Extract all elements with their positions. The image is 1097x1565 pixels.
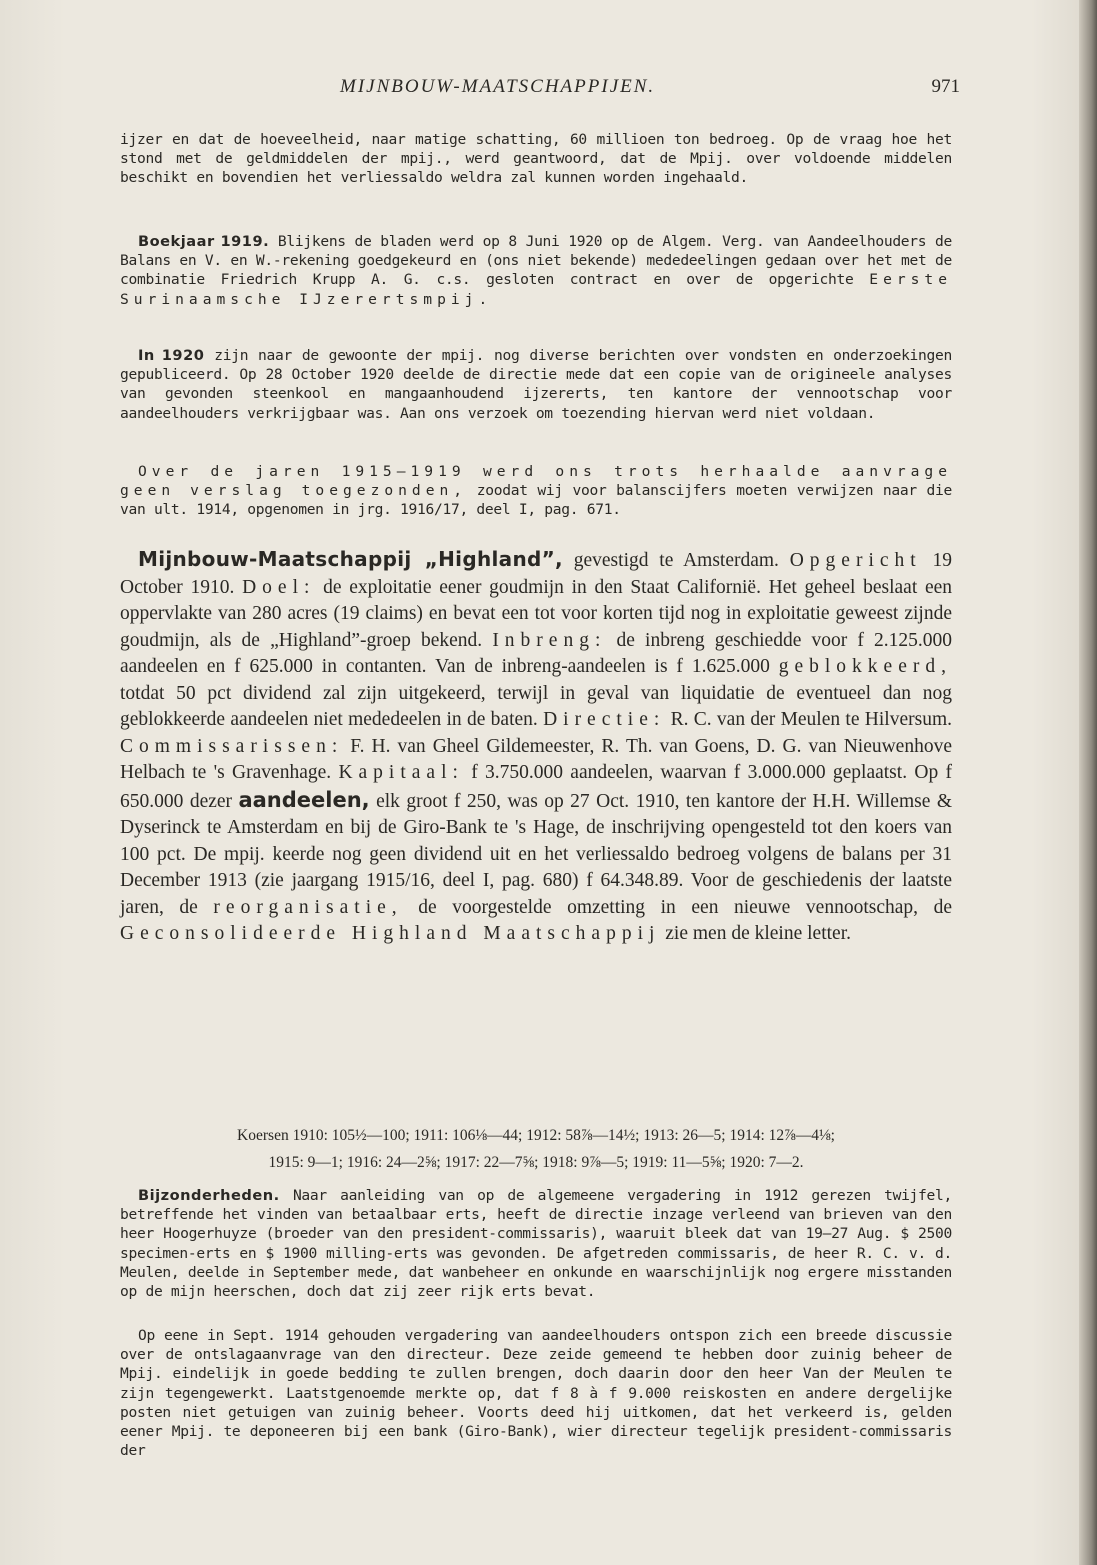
paragraph-1920: [120, 346, 952, 423]
keyword-doel: Doel:: [242, 576, 316, 598]
paragraph-text: zijn naar de gewoonte der mpij. nog diverse berichten over vondsten en onderzoekingen gepubliceerd. Op 28 October 1920 deelde de directie mede dat een copie van de origineele analyses van gevonden steenkool en mangaanhoudend ijzererts, ten kantore der vennootschap voor aandeelhouders verkrijgbaar was. Aan ons verzoek om toezending hiervan werd niet voldaan.: [120, 347, 952, 422]
entry-text: F. H. van Gheel Gildemeester, R. Th. van Goens, D. G. van Nieuwenhove Helbach te 's Gravenhage.: [120, 735, 952, 783]
keyword-inbreng: Inbreng:: [492, 629, 607, 651]
page-number: 971: [931, 76, 960, 97]
paragraph-bijzonderheden: [120, 1186, 952, 1301]
page-header: [122, 76, 960, 102]
price-line-2: 1915: 9—1; 1916: 24—2⅝; 1917: 22—7⅝; 1918: 9⅞—5; 1919: 11—5⅝; 1920: 7—2.: [268, 1154, 804, 1171]
paragraph-text: Blijkens de bladen werd op 8 Juni 1920 op de Algem. Verg. van Aandeelhouders de Balans en V. en W.-rekening goedgekeurd en (ons niet bekende) mededeelingen gedaan over het met de combinatie Friedrich Krupp A. G. c.s. gesloten contract en over de opgerichte: [120, 233, 952, 289]
entry-text: de voorgestelde omzetting in een nieuwe vennootschap, de: [402, 896, 952, 918]
price-history: [120, 1122, 952, 1176]
entry-text: totdat 50 pct dividend zal zijn uitgekeerd, terwijl in geval van liquidatie de eventueel dan nog geblokkeerde aandeelen niet mededeelen in de baten.: [120, 682, 952, 730]
entry-text: gevestigd te Amsterdam.: [562, 550, 790, 571]
company-entry-highland: [120, 546, 952, 948]
entry-text: 19 October 1910.: [120, 550, 952, 598]
book-binding-edge: [1079, 0, 1097, 1565]
entry-text: elk groot f 250, was op 27 Oct. 1910, ten kantore der H.H. Willemse & Dyserinck te Amsterdam en bij de Giro-Bank te 's Hage, de inschrijving opengesteld tot den koers van 100 pct. De mpij. keerde nog geen dividend uit en het verliessaldo bedroeg volgens de balans per 31 December 1913 (zie jaargang 1915/16, deel I, pag. 680) f 64.348.89. Voor de geschiedenis der laatste jaren, de: [120, 790, 952, 918]
spaced-emphasis: Eerste Surinaamsche IJzerertsmpij: [120, 271, 952, 308]
paragraph-no-report: [120, 462, 952, 520]
paragraph-text: .: [478, 290, 487, 308]
paragraph-lead: In 1920: [138, 347, 205, 364]
entry-text: R. C. van der Meulen te Hilversum.: [665, 709, 952, 730]
paragraph-lead: Bijzonderheden.: [138, 1187, 280, 1204]
paragraph-vergadering-1914: Op eene in Sept. 1914 gehouden vergadering van aandeelhouders ontspon zich een breede discussie over de ontslagaanvrage van den directeur. Deze zeide gemeend te hebben door zuinig beheer de Mpij. eindelijk in goede bedding te zullen brengen, doch daarin door den heer Van der Meulen te zijn tegengewerkt. Laatstgenoemde merkte op, dat f 8 à f 9.000 reiskosten en andere dergelijke posten niet getuigen van zuinig beheer. Voorts deed hij uitkomen, dat het verkeerd is, gelden eener Mpij. te deponeeren bij een bank (Giro-Bank), wier directeur tegelijk president-commissaris der: [120, 1327, 952, 1460]
entry-text: de inbreng geschiedde voor f 2.125.000 aandeelen en f 625.000 in contanten. Van de inbreng-aandeelen is f 1.625.000: [120, 629, 952, 677]
keyword-geblokkeerd: geblokkeerd,: [778, 656, 952, 677]
company-name: Mijnbouw-Maatschappij „Highland”,: [138, 547, 563, 571]
paragraph-boekjaar-1919: [120, 232, 952, 309]
running-title: MIJNBOUW-MAATSCHAPPIJEN.: [340, 76, 656, 97]
paragraph-text: zoodat wij voor balanscijfers moeten verwijzen naar die van ult. 1914, opgenomen in jrg. 1916/17, deel I, pag. 671.: [120, 482, 952, 519]
entry-text: zie men de kleine letter.: [660, 923, 851, 944]
keyword-geconsolideerde: Geconsolideerde Highland Maatschappij: [120, 923, 661, 944]
keyword-reorganisatie: reorganisatie,: [213, 896, 403, 918]
paragraph-continuation: ijzer en dat de hoeveelheid, naar matige schatting, 60 millioen ton bedroeg. Op de vraag hoe het stond met de geldmiddelen der mpij., werd geantwoord, dat de Mpij. over voldoende middelen beschikt en bovendien het verliessaldo weldra zal kunnen worden ingehaald.: [120, 131, 952, 187]
entry-text: de exploitatie eener goudmijn in den Staat Californië. Het geheel beslaat een oppervlakte van 280 acres (19 claims) en bevat een tot voor korten tijd nog in exploitatie geweest zijnde goudmijn, als de „Highland”-groep bekend.: [120, 576, 952, 651]
keyword-aandeelen: aandeelen,: [238, 787, 370, 812]
paragraph-lead: Boekjaar 1919.: [138, 233, 270, 250]
price-line-1: Koersen 1910: 105½—100; 1911: 106⅛—44; 1912: 58⅞—14½; 1913: 26—5; 1914: 12⅞—4⅛;: [237, 1127, 835, 1144]
keyword-kapitaal: Kapitaal:: [338, 762, 464, 783]
keyword-commissarissen: Commissarissen:: [120, 735, 344, 757]
entry-text: f 3.750.000 aandeelen, waarvan f 3.000.000 geplaatst. Op f 650.000 dezer: [120, 762, 952, 812]
keyword-opgericht: Opgericht: [789, 550, 922, 571]
spaced-emphasis: Over de jaren 1915—1919 werd ons trots herhaalde aanvrage geen verslag toegezonden,: [120, 463, 952, 500]
paragraph-text: Naar aanleiding van op de algemeene vergadering in 1912 gerezen twijfel, betreffende het vinden van betaalbaar erts, heeft de directie inzage verleend van brieven van den heer Hoogerhuyze (broeder van den president-commissaris), waaruit bleek dat van 19—27 Aug. $ 2500 specimen-erts en $ 1900 milling-erts was gevonden. De afgetreden commissaris, de heer R. C. v. d. Meulen, deelde in September mede, dat wanbeheer en onkunde en waarschijnlijk nog ergere misstanden op de mijn heerschen, doch dat zij zeer rijk erts bevat.: [120, 1187, 952, 1301]
keyword-directie: Directie:: [543, 709, 666, 730]
